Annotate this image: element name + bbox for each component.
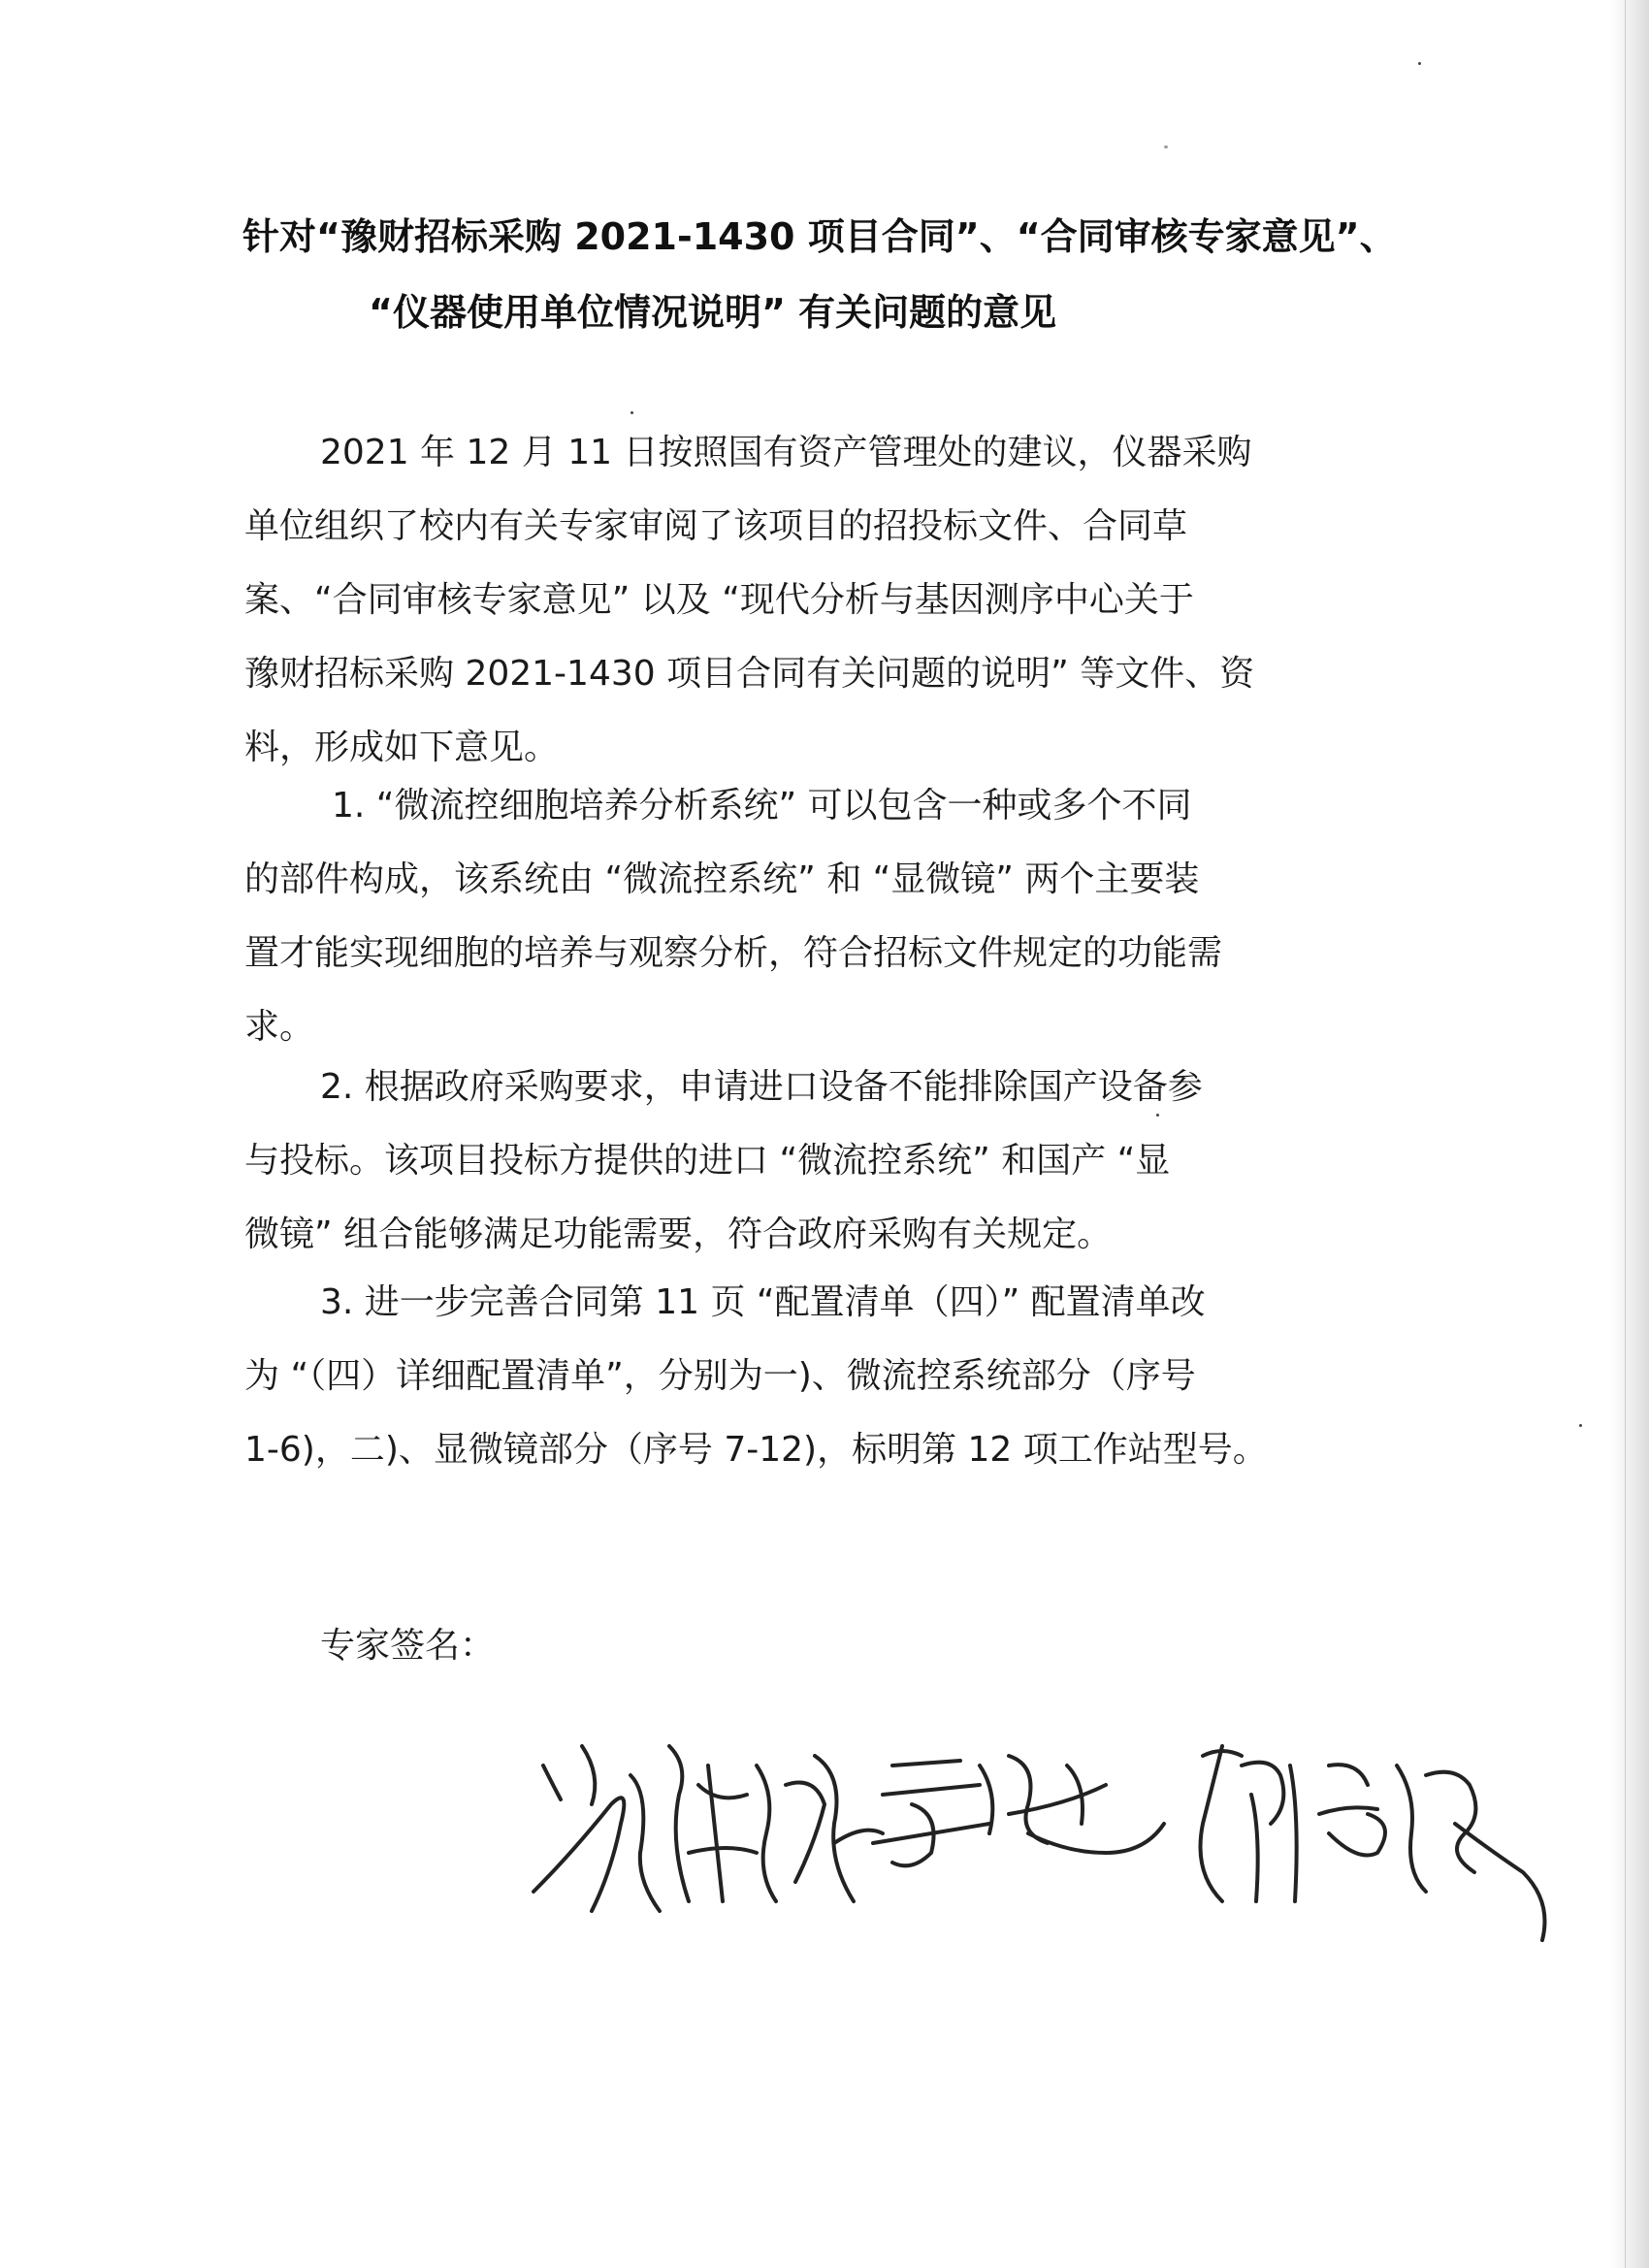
scan-speck bbox=[630, 411, 633, 414]
paragraph-4-line-3: 1-6)，二)、显微镜部分（序号 7-12)，标明第 12 项工作站型号。 bbox=[244, 1430, 1268, 1470]
paragraph-1-line-3: 案、“合同审核专家意见” 以及 “现代分析与基因测序中心关于 bbox=[244, 580, 1194, 620]
paragraph-4-line-2: 为 “（四）详细配置清单”，分别为一)、微流控系统部分（序号 bbox=[244, 1356, 1196, 1396]
paragraph-2-line-4: 求。 bbox=[244, 1007, 315, 1047]
document-title-line-1: 针对“豫财招标采购 2021-1430 项目合同”、“合同审核专家意见”、 bbox=[242, 215, 1397, 258]
scan-edge-shadow bbox=[1610, 0, 1649, 2268]
signature-2 bbox=[873, 1756, 1164, 1865]
scan-speck bbox=[1164, 146, 1168, 148]
signature-label: 专家签名： bbox=[320, 1626, 496, 1666]
signature-3 bbox=[1201, 1746, 1545, 1940]
scan-speck bbox=[1579, 1424, 1582, 1427]
paragraph-3-line-2: 与投标。该项目投标方提供的进口 “微流控系统” 和国产 “显 bbox=[244, 1141, 1171, 1181]
scan-speck bbox=[1418, 62, 1421, 65]
scan-speck bbox=[1156, 1114, 1159, 1117]
paragraph-1-line-1: 2021 年 12 月 11 日按照国有资产管理处的建议，仪器采购 bbox=[320, 433, 1252, 472]
paragraph-1-line-5: 料，形成如下意见。 bbox=[244, 728, 560, 767]
paragraph-3-line-3: 微镜” 组合能够满足功能需要，符合政府采购有关规定。 bbox=[244, 1215, 1113, 1254]
paragraph-1-line-2: 单位组织了校内有关专家审阅了该项目的招投标文件、合同草 bbox=[244, 506, 1188, 546]
signature-1 bbox=[534, 1746, 883, 1911]
paragraph-2-line-1: 1. “微流控细胞培养分析系统” 可以包含一种或多个不同 bbox=[332, 786, 1192, 826]
paragraph-2-line-2: 的部件构成，该系统由 “微流控系统” 和 “显微镜” 两个主要装 bbox=[244, 859, 1200, 899]
paragraph-4-line-1: 3. 进一步完善合同第 11 页 “配置清单（四）” 配置清单改 bbox=[320, 1282, 1206, 1322]
paragraph-2-line-3: 置才能实现细胞的培养与观察分析，符合招标文件规定的功能需 bbox=[244, 933, 1223, 973]
paragraph-3-line-1: 2. 根据政府采购要求，申请进口设备不能排除国产设备参 bbox=[320, 1067, 1203, 1107]
expert-signatures bbox=[524, 1707, 1571, 1960]
document-title-line-2: “仪器使用单位情况说明” 有关问题的意见 bbox=[369, 291, 1057, 334]
paragraph-1-line-4: 豫财招标采购 2021-1430 项目合同有关问题的说明” 等文件、资 bbox=[244, 654, 1255, 694]
scan-edge-line bbox=[1625, 0, 1626, 2268]
